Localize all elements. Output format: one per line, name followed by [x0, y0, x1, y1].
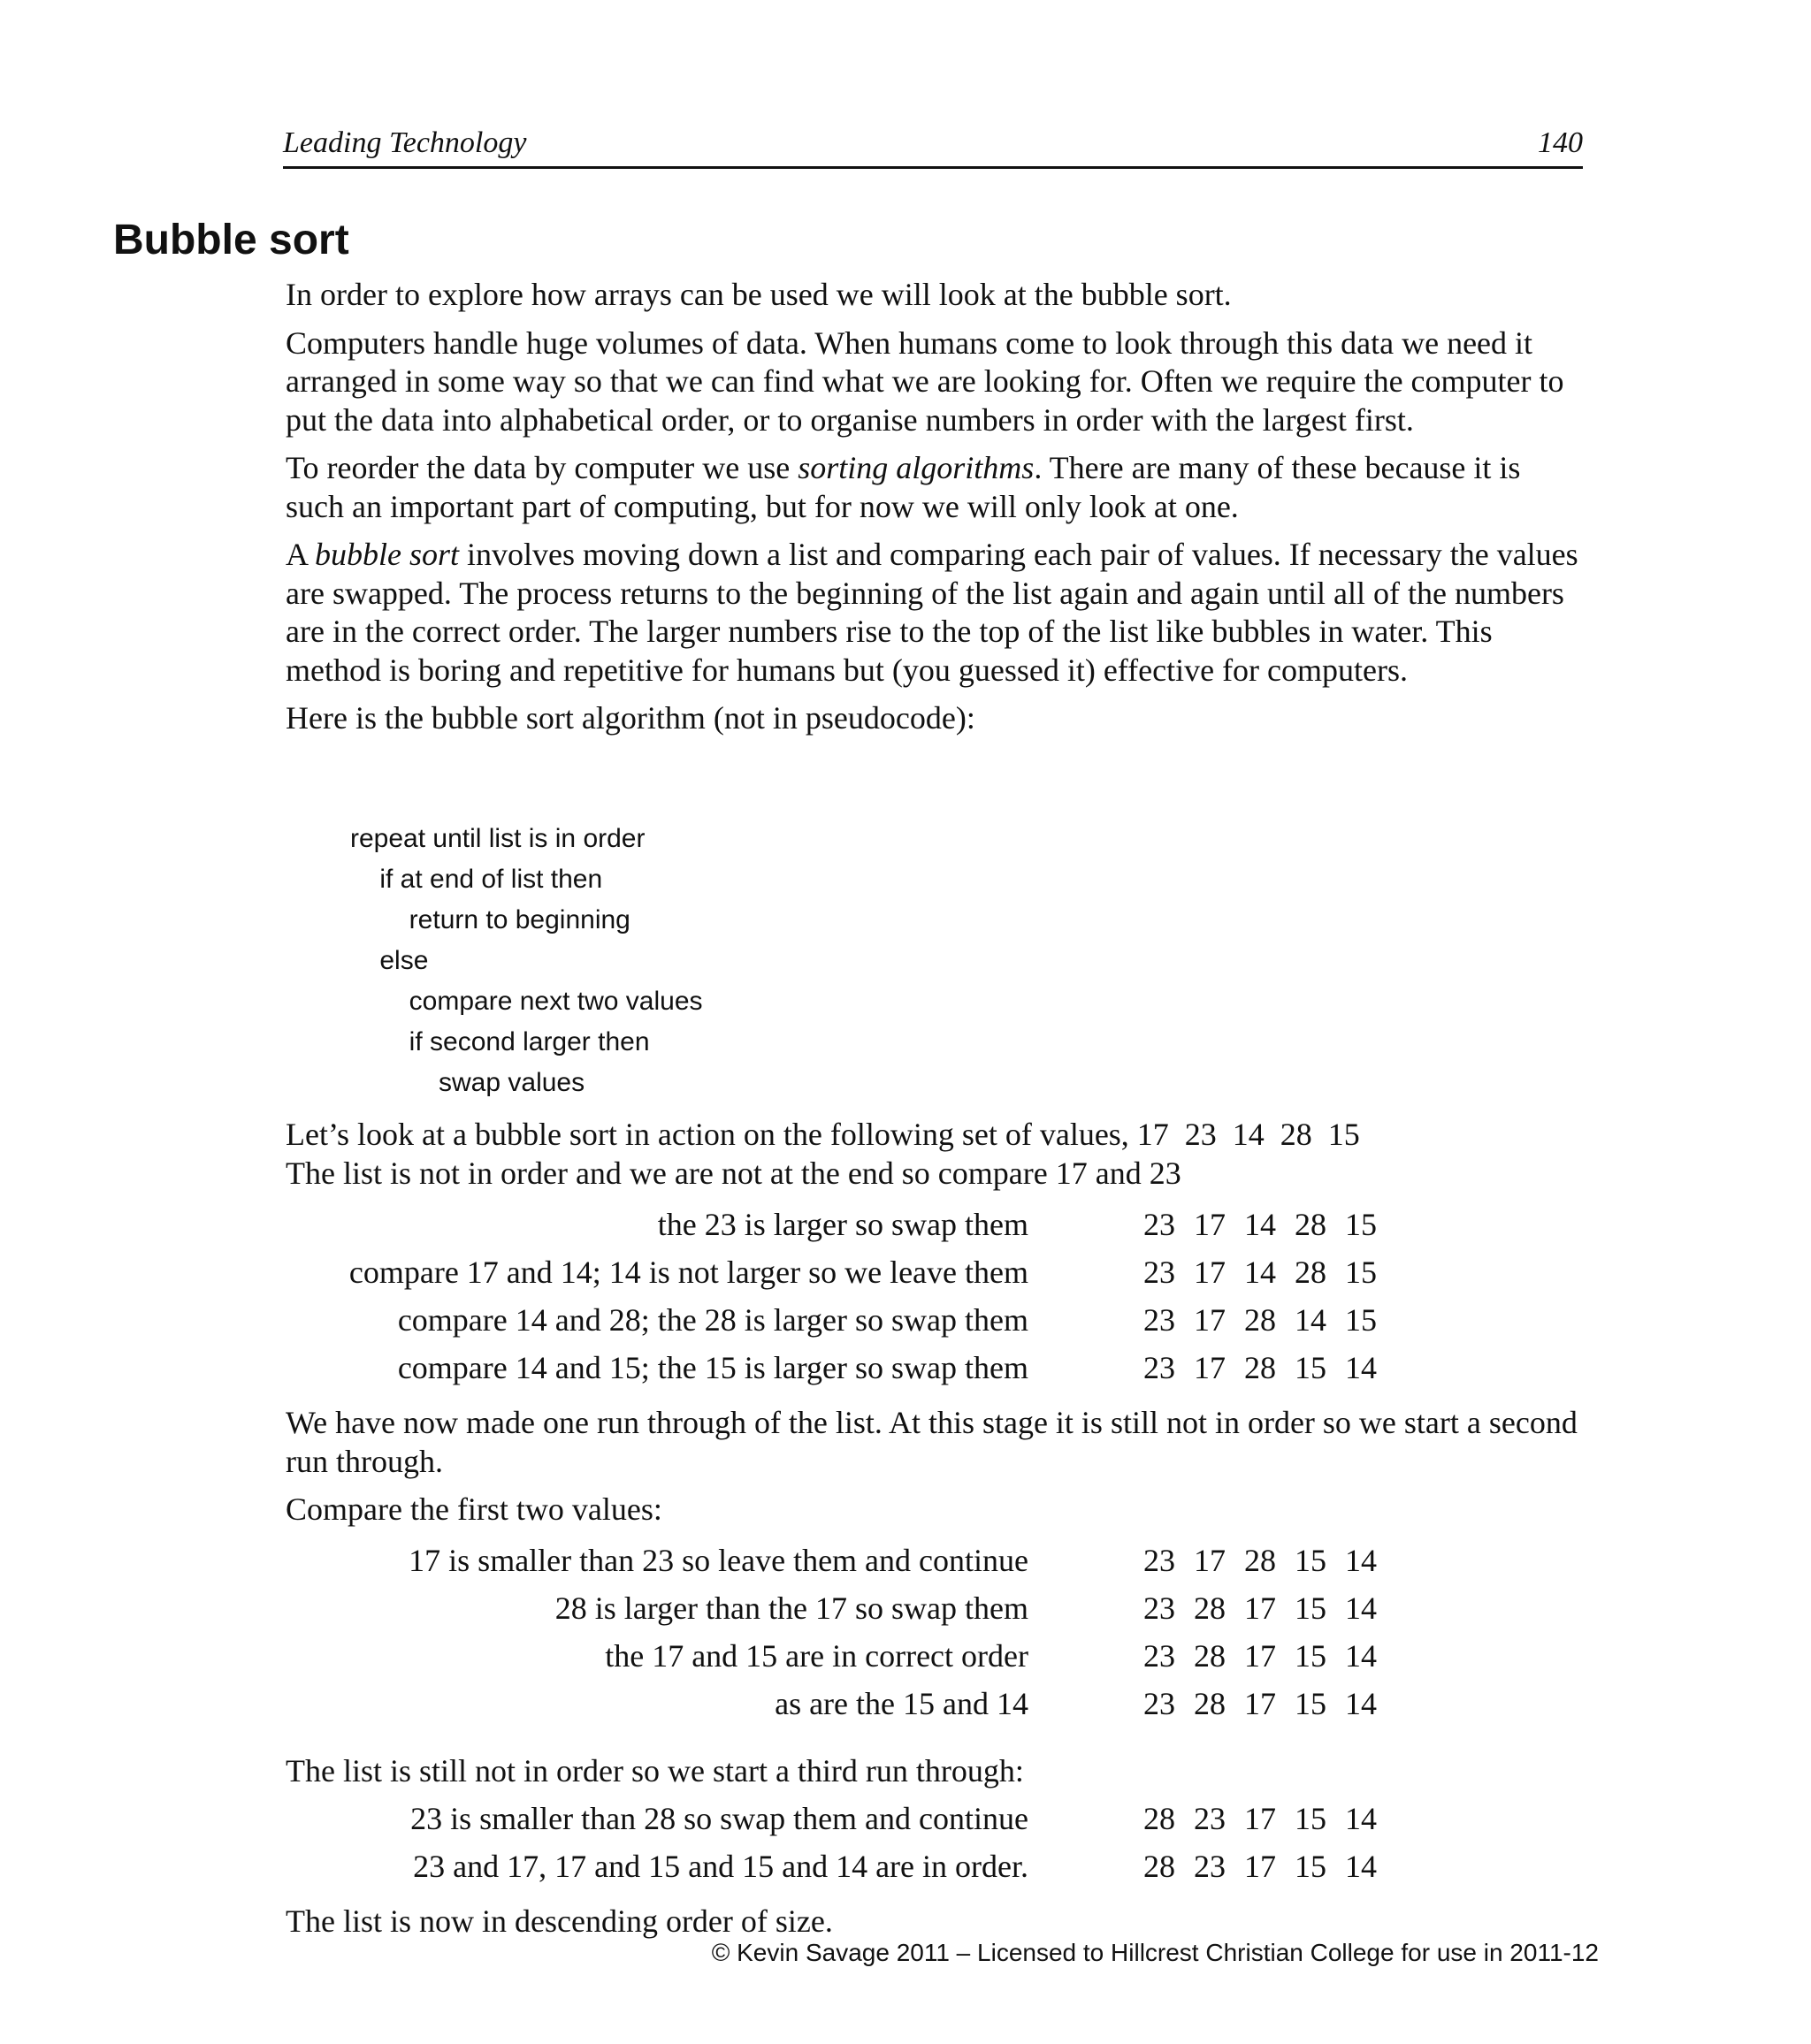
walkthrough-line: The list is not in order and we are not at the end so compare 17 and 23	[286, 1155, 1181, 1191]
list-value: 23	[1143, 1302, 1175, 1338]
list-state	[1143, 1795, 1395, 1842]
list-value: 14	[1345, 1849, 1377, 1884]
trace-row	[286, 1584, 1409, 1632]
list-value: 28	[1244, 1543, 1276, 1578]
text-run: involves moving down a list and comparing each pair of values. If necessary the values are swapped. The process returns to the beginning of the list again and again until all of the numbers are in the correct order. The larger numbers rise to the top of the list like bubbles in water. This method is boring and repetitive for humans but (you guessed it) effective for computers.	[286, 537, 1578, 688]
emphasis-term: sorting algorithms	[798, 450, 1035, 485]
step-description: the 17 and 15 are in correct order	[605, 1638, 1028, 1674]
list-value: 28	[1244, 1302, 1276, 1338]
intro-paragraph: Here is the bubble sort algorithm (not in pseudocode):	[286, 700, 975, 736]
list-state	[1143, 1680, 1395, 1727]
intro-paragraph	[286, 536, 1586, 690]
walkthrough-intro	[286, 1116, 1586, 1193]
algorithm-line: else	[350, 946, 429, 975]
algorithm-line: repeat until list is in order	[350, 824, 646, 853]
list-value: 23	[1143, 1543, 1175, 1578]
run-2-paragraph: Compare the first two values:	[286, 1491, 662, 1527]
list-value: 14	[1345, 1686, 1377, 1721]
list-value: 17	[1194, 1255, 1226, 1290]
list-value: 17	[1244, 1590, 1276, 1626]
list-value: 23	[1143, 1590, 1175, 1626]
page-number: 140	[1538, 126, 1583, 159]
list-value: 28	[1244, 1350, 1276, 1385]
intro-paragraph: Computers handle huge volumes of data. When humans come to look through this data we need it arranged in some way so that we can find what we are looking for. Often we require the computer to put the data into alphabetical order, or to organise numbers in order with the largest first.	[286, 324, 1564, 438]
list-value: 15	[1295, 1686, 1326, 1721]
algorithm-line: swap values	[350, 1068, 585, 1097]
step-description: compare 17 and 14; 14 is not larger so we leave them	[348, 1255, 1028, 1290]
list-value: 23	[1143, 1638, 1175, 1674]
text-run: A	[286, 537, 316, 572]
trace-row	[286, 1296, 1409, 1344]
list-value: 23	[1143, 1255, 1175, 1290]
list-value: 15	[1295, 1543, 1326, 1578]
run-3-intro	[286, 1752, 1586, 1791]
intro-paragraph	[286, 449, 1586, 526]
emphasis-term: bubble sort	[315, 537, 460, 572]
trace-row	[286, 1344, 1409, 1392]
list-value: 17	[1194, 1350, 1226, 1385]
list-value: 15	[1345, 1255, 1377, 1290]
step-description: as are the 15 and 14	[775, 1686, 1028, 1721]
list-state	[1143, 1632, 1395, 1680]
list-value: 14	[1244, 1255, 1276, 1290]
algorithm-line: if at end of list then	[350, 865, 603, 894]
list-value: 28	[1194, 1590, 1226, 1626]
list-value: 17	[1194, 1302, 1226, 1338]
trace-row	[286, 1201, 1409, 1248]
walkthrough-line: Let’s look at a bubble sort in action on the following set of values, 17 23 14 28 15	[286, 1117, 1360, 1152]
list-value: 17	[1244, 1638, 1276, 1674]
book-title: Leading Technology	[283, 126, 527, 159]
list-value: 15	[1295, 1638, 1326, 1674]
list-state	[1143, 1201, 1395, 1248]
intro-text	[286, 276, 1586, 738]
list-value: 17	[1244, 1801, 1276, 1836]
run-1-trace	[286, 1201, 1409, 1392]
run-2-trace	[286, 1537, 1409, 1727]
list-value: 28	[1194, 1638, 1226, 1674]
list-value: 14	[1345, 1543, 1377, 1578]
list-value: 14	[1345, 1350, 1377, 1385]
text-run: . There are many of these because it is such an important part of computing, but for now we will only look at one.	[286, 450, 1521, 524]
list-value: 17	[1194, 1207, 1226, 1242]
algorithm-line: compare next two values	[350, 987, 703, 1016]
list-value: 14	[1345, 1801, 1377, 1836]
run-3-paragraph: The list is still not in order so we start a third run through:	[286, 1753, 1024, 1788]
list-value: 17	[1194, 1543, 1226, 1578]
list-state	[1143, 1344, 1395, 1392]
intro-paragraph: In order to explore how arrays can be used we will look at the bubble sort.	[286, 277, 1232, 312]
step-description: 23 and 17, 17 and 15 and 15 and 14 are in order.	[413, 1849, 1028, 1884]
running-header	[283, 126, 1583, 169]
step-description: the 23 is larger so swap them	[657, 1207, 1028, 1242]
list-value: 23	[1143, 1686, 1175, 1721]
list-value: 17	[1244, 1849, 1276, 1884]
step-description: 28 is larger than the 17 so swap them	[554, 1590, 1028, 1626]
list-value: 14	[1295, 1302, 1326, 1338]
list-value: 14	[1244, 1207, 1276, 1242]
list-value: 15	[1345, 1207, 1377, 1242]
list-value: 28	[1295, 1255, 1326, 1290]
list-value: 15	[1345, 1302, 1377, 1338]
run-3-trace	[286, 1795, 1409, 1890]
list-value: 23	[1194, 1849, 1226, 1884]
list-state	[1143, 1248, 1395, 1296]
text-run: To reorder the data by computer we use	[286, 450, 799, 485]
section-title: Bubble sort	[113, 217, 349, 263]
step-description: compare 14 and 28; the 28 is larger so swap them	[397, 1302, 1028, 1338]
list-state	[1143, 1296, 1395, 1344]
list-value: 14	[1345, 1590, 1377, 1626]
list-value: 23	[1194, 1801, 1226, 1836]
trace-row	[286, 1795, 1409, 1842]
list-value: 28	[1295, 1207, 1326, 1242]
algorithm-listing	[350, 819, 703, 1103]
list-value: 28	[1143, 1801, 1175, 1836]
list-value: 23	[1143, 1350, 1175, 1385]
list-value: 23	[1143, 1207, 1175, 1242]
copyright-footer: © Kevin Savage 2011 – Licensed to Hillcrest Christian College for use in 2011-12	[711, 1939, 1599, 1966]
list-state	[1143, 1842, 1395, 1890]
step-description: 17 is smaller than 23 so leave them and continue	[409, 1543, 1028, 1578]
list-state	[1143, 1537, 1395, 1584]
list-value: 15	[1295, 1849, 1326, 1884]
list-value: 15	[1295, 1590, 1326, 1626]
list-value: 15	[1295, 1801, 1326, 1836]
run-2-paragraph: We have now made one run through of the list. At this stage it is still not in order so we start a second run through.	[286, 1405, 1578, 1479]
list-value: 17	[1244, 1686, 1276, 1721]
trace-row	[286, 1680, 1409, 1727]
list-value: 15	[1295, 1350, 1326, 1385]
algorithm-line: if second larger then	[350, 1027, 650, 1056]
list-value: 28	[1143, 1849, 1175, 1884]
trace-row	[286, 1632, 1409, 1680]
algorithm-line: return to beginning	[350, 905, 630, 934]
conclusion-block	[286, 1903, 1586, 1941]
trace-row	[286, 1248, 1409, 1296]
run-2-intro	[286, 1404, 1586, 1529]
trace-row	[286, 1842, 1409, 1890]
list-value: 28	[1194, 1686, 1226, 1721]
list-value: 14	[1345, 1638, 1377, 1674]
step-description: 23 is smaller than 28 so swap them and continue	[410, 1801, 1028, 1836]
trace-row	[286, 1537, 1409, 1584]
step-description: compare 14 and 15; the 15 is larger so swap them	[397, 1350, 1028, 1385]
conclusion-text: The list is now in descending order of size.	[286, 1903, 833, 1939]
list-state	[1143, 1584, 1395, 1632]
